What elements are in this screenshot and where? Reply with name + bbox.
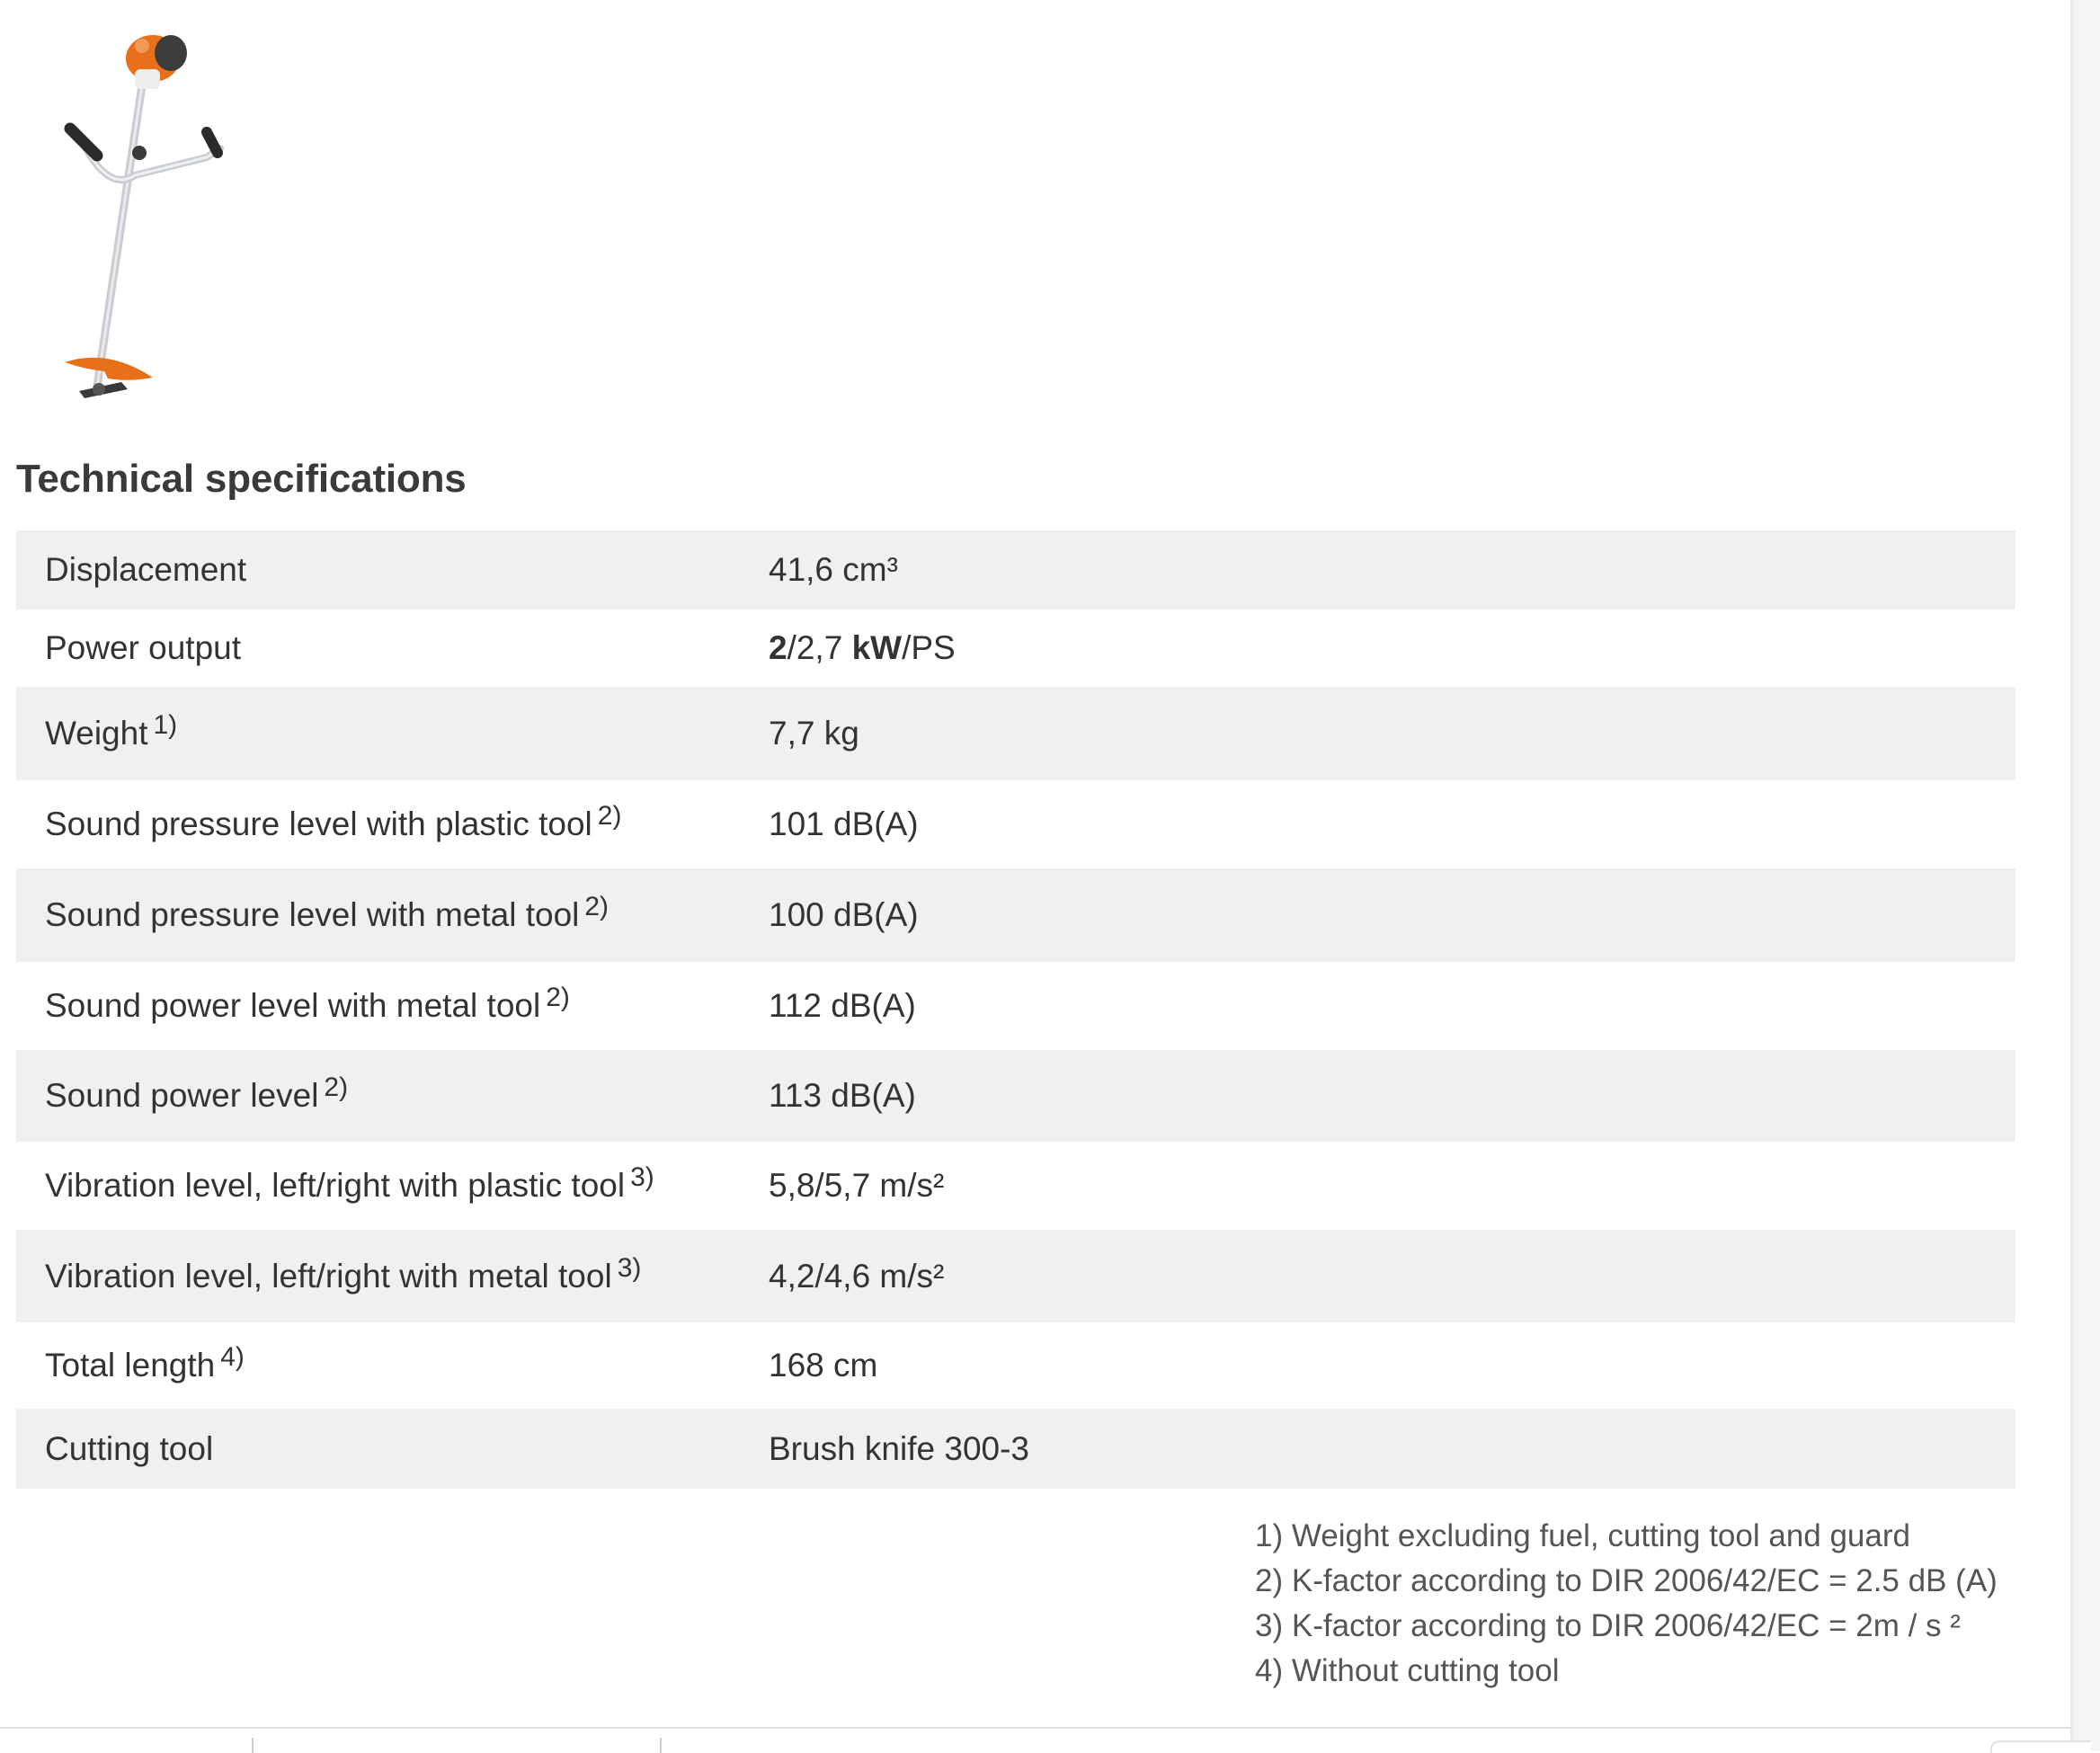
footnote-ref: 2) — [324, 1072, 349, 1102]
footnote-item: 3) K-factor according to DIR 2006/42/EC = 2m / s ² — [1255, 1608, 1961, 1643]
table-row — [16, 962, 2015, 1050]
footnote-ref: 2) — [584, 892, 610, 921]
spec-label: Total length $^{4)}$ — [45, 1342, 245, 1384]
table-row — [16, 1409, 2015, 1489]
page-title: Technical specifications — [16, 457, 467, 501]
spec-label: Sound power level with metal tool $^{2)}$ — [45, 983, 570, 1024]
technical-specifications-table — [16, 530, 2015, 1489]
footnotes — [1255, 1514, 1998, 1694]
spec-value: Brush knife 300-3 — [672, 1409, 2015, 1489]
spec-label: Vibration level, left/right with metal tool $^{3)}$ — [16, 1230, 672, 1322]
spec-value: 112 dB(A) — [769, 987, 916, 1024]
table-row — [16, 1322, 2015, 1409]
footnote-ref: 4) — [220, 1342, 245, 1372]
footnote-ref: 2) — [546, 983, 570, 1012]
bottom-tab-strip — [0, 1727, 2070, 1753]
spec-label: Sound power level $^{2)}$ — [16, 1050, 672, 1142]
spec-label: Sound pressure level with metal tool $^{2)}$ — [16, 868, 672, 962]
spec-label: Weight $^{1)}$ — [16, 687, 672, 780]
spec-value: 41,6 cm³ — [672, 530, 2015, 610]
footnote-item: 4) Without cutting tool — [1255, 1653, 1560, 1688]
spec-value: 4,2/4,6 m/s² — [672, 1230, 2015, 1322]
table-row — [16, 868, 2015, 962]
tab-divider — [252, 1738, 254, 1753]
table-row — [16, 610, 2015, 687]
spec-label: Sound pressure level with plastic tool $^{2)}$ — [45, 801, 622, 842]
footnote-ref: 3) — [630, 1162, 654, 1192]
table-row — [16, 1230, 2015, 1322]
table-row — [16, 1050, 2015, 1142]
spec-label: Cutting tool — [16, 1409, 672, 1489]
spec-value: 2/2,7 kW/PS — [769, 629, 956, 666]
footnote-item: 2) K-factor according to DIR 2006/42/EC = 2.5 dB (A) — [1255, 1563, 1998, 1598]
table-row — [16, 780, 2015, 868]
tab-divider — [660, 1738, 662, 1753]
table-row — [16, 687, 2015, 780]
footnote-ref: 1) — [153, 710, 178, 740]
footnote-ref: 2) — [597, 801, 622, 831]
spec-value: 7,7 kg — [672, 687, 2015, 780]
spec-value: 100 dB(A) — [672, 868, 2015, 962]
spec-value: 5,8/5,7 m/s² — [769, 1167, 945, 1204]
spec-value: 168 cm — [769, 1347, 878, 1384]
spec-label: Vibration level, left/right with plastic tool $^{3)}$ — [45, 1162, 654, 1204]
page-edge-scroll-area — [2070, 0, 2100, 1751]
table-row — [16, 1142, 2015, 1230]
spec-label: Power output — [45, 629, 242, 666]
footnote-item: 1) Weight excluding fuel, cutting tool and guard — [1255, 1518, 1910, 1553]
footnote-ref: 3) — [617, 1252, 642, 1283]
spec-value: 113 dB(A) — [672, 1050, 2015, 1142]
product-image-brush-cutter — [45, 22, 252, 423]
table-row — [16, 530, 2015, 610]
spec-label: Displacement — [16, 530, 672, 610]
spec-value: 101 dB(A) — [769, 805, 919, 842]
